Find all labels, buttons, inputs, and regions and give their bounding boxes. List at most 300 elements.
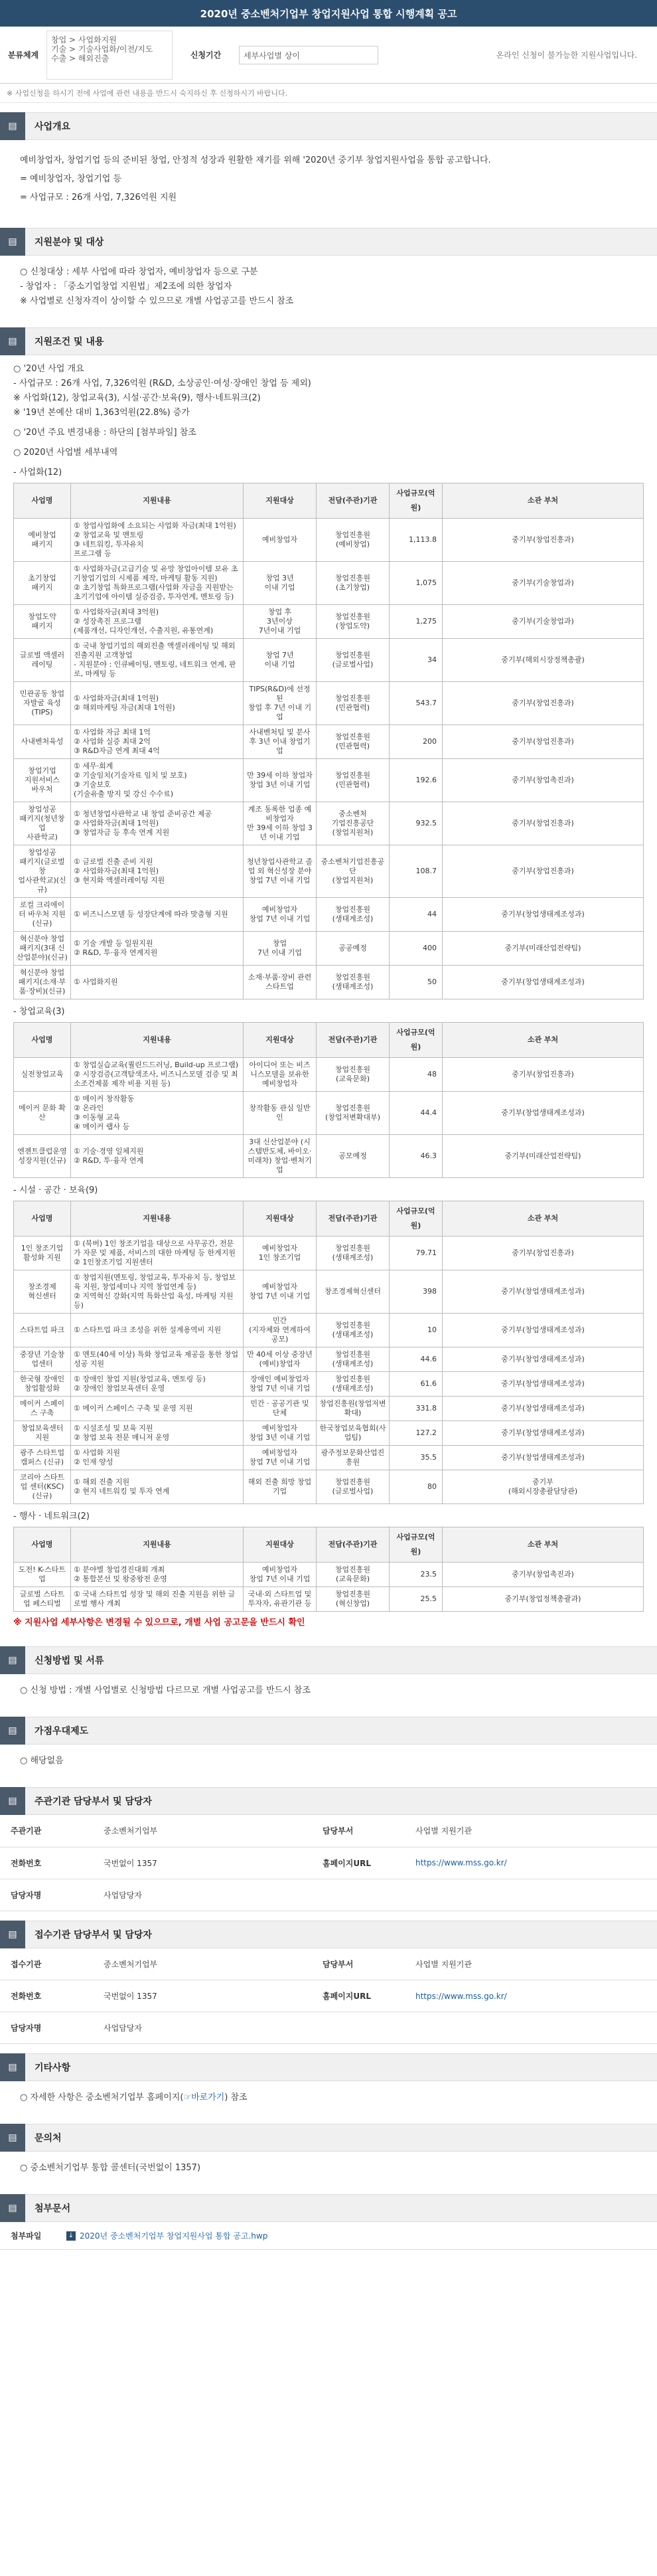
- table-cell: ① 창업사업화에 소요되는 사업화 자금(최대 1억원) ② 창업교육 및 멘토링 ③ 네트워킹, 투자유치 프로그램 등: [71, 519, 244, 562]
- homepage-link[interactable]: https://www.mss.go.kr/: [415, 1858, 507, 1867]
- table-cell: 23.5: [390, 1563, 443, 1587]
- table-cell: 사내벤처팀 및 분사 후 3년 이내 창업기업: [244, 725, 317, 759]
- table-cell: 메이커 문화 확산: [14, 1092, 71, 1135]
- text-line: ○ 중소벤처기업부 통합 콜센터(국번없이 1357): [20, 2163, 201, 2173]
- table-cell: ① 비즈니스모델 등 성장단계에 따라 맞춤형 지원: [71, 898, 244, 932]
- homepage-link[interactable]: https://www.mss.go.kr/: [415, 1991, 507, 2001]
- text-line: ○ '20년 주요 변경내용 : 하단의 [첨부파일] 참조: [13, 428, 196, 438]
- table-cell: 창업진흥원 (교육문화): [317, 1563, 390, 1587]
- table-cell: 1,275: [390, 605, 443, 639]
- table-cell: 창업진흥원 (생태계조성): [317, 898, 390, 932]
- document-icon: ▤: [0, 2053, 25, 2081]
- table-commercialization: [13, 483, 644, 999]
- section-attach: [0, 2194, 657, 2250]
- table-header: 사업규모(억원): [390, 483, 443, 519]
- table-cell: 한국창업보육협회(사업팀): [317, 1421, 390, 1446]
- table-cell: 아이디어 또는 비즈니스모델을 보유한 예비창업자: [244, 1058, 317, 1092]
- section-title: 신청방법 및 서류: [35, 1656, 104, 1666]
- table-cell: 80: [390, 1470, 443, 1504]
- document-icon: ▤: [0, 112, 25, 140]
- table-cell: 중기부(미래산업전략팀): [443, 932, 644, 966]
- table-cell: 창업진흥원 (혁신창업): [317, 1587, 390, 1612]
- table-row: [14, 1058, 644, 1092]
- table-cell: ① 시설조성 및 보육 지원 ② 창업 보육 전문 매니저 운영: [71, 1421, 244, 1446]
- table-header: 지원내용: [71, 1201, 244, 1237]
- table-cell: ① 국내 창업기업의 해외진출 액셀러레이팅 및 해외진출지원 고객창업 - 지원분야 : 인큐베이팅, 멘토링, 네트워크 연계, 판로, 마케팅 등: [71, 639, 244, 682]
- table-cell: 932.5: [390, 802, 443, 845]
- table-cell: 한국형 장애인창업활성화: [14, 1372, 71, 1397]
- table-cell: 사내벤처육성: [14, 725, 71, 759]
- table-header: 사업규모(억원): [390, 1201, 443, 1237]
- table-cell: 46.3: [390, 1135, 443, 1178]
- section-host: [0, 1787, 657, 1911]
- table-cell: ① 분야별 창업경진대회 개최 ② 통합본선 및 왕중왕전 운영: [71, 1563, 244, 1587]
- section-overview: [0, 112, 657, 218]
- table-cell: 예비창업자 1인 창조기업: [244, 1237, 317, 1270]
- table-cell: 543.7: [390, 682, 443, 725]
- table-cell: 중기부(창업진흥과): [443, 682, 644, 725]
- table-cell: 혁신분야 창업 패키지(3대 신산업분야)(신규): [14, 932, 71, 966]
- table-cell: 중장년 기술창업센터: [14, 1347, 71, 1372]
- table-row: [14, 1470, 644, 1504]
- table-cell: 중기부(창업정책총괄과): [443, 1587, 644, 1612]
- text-line: ※ '19년 본예산 대비 1,363억원(22.8%) 증가: [13, 408, 190, 418]
- table-cell: ① 창업실습교육(퀄린드드러닝, Build-up 프로그램) ② 시장검증(고객탐색조사, 비즈니스모델 검증 및 최소조건제품 제작 비용 지원 등): [71, 1058, 244, 1092]
- table-header: 소관 부처: [443, 483, 644, 519]
- table-cell: 창업진흥원 (창업도약): [317, 605, 390, 639]
- table-cell: 예비창업자 창업 7년 이내 기업: [244, 898, 317, 932]
- table-header: 사업규모(억원): [390, 1023, 443, 1058]
- table-cell: 창업 후 3년이상 7년이내 기업: [244, 605, 317, 639]
- text-line: ○ 2020년 사업별 세부내역: [13, 448, 118, 458]
- table-cell: 창업 7년 이내 기업: [244, 639, 317, 682]
- text-line: ○ 신청 방법 : 개별 사업별로 신청방법 다르므로 개별 사업공고를 반드시 참조: [20, 1685, 311, 1695]
- table-header: 지원대상: [244, 1023, 317, 1058]
- table-row: [14, 1314, 644, 1347]
- section-support: [0, 327, 657, 1637]
- table-cell: 창업진흥원 (교육문화): [317, 1058, 390, 1092]
- info-key: 홈페이지URL: [312, 1847, 405, 1879]
- table-cell: 200: [390, 725, 443, 759]
- table-cell: 창업진흥원 (생태계조성): [317, 1347, 390, 1372]
- text-line: ○ '20년 사업 개요: [13, 364, 84, 374]
- table-cell: 글로벌 스타트업 페스티벌: [14, 1587, 71, 1612]
- table-cell: 중기부(창업진흥과): [443, 1058, 644, 1092]
- text-line: ) 참조: [224, 2093, 248, 2103]
- warning-text: ※ 지원사업 세부사항은 변경될 수 있으므로, 개별 사업 공고문을 반드시 확인: [13, 1618, 305, 1628]
- table-row: [14, 682, 644, 725]
- table-row: [14, 1397, 644, 1421]
- table-cell: TIPS(R&D)에 선정된 창업 후 7년 이내 기업: [244, 682, 317, 725]
- table-cell: 1,113.8: [390, 519, 443, 562]
- table-row: [14, 845, 644, 898]
- section-reception: [0, 1921, 657, 2045]
- table-row: [14, 1092, 644, 1135]
- attachment-label: 첨부파일: [11, 2231, 42, 2241]
- table-cell: 44.6: [390, 1347, 443, 1372]
- period-label: 신청기간: [190, 50, 222, 60]
- table-cell: 창업기업 지원서비스 바우처: [14, 759, 71, 802]
- table-row: [14, 759, 644, 802]
- info-value: 국번없이 1357: [93, 1980, 312, 2012]
- table-cell: ① 장애인 창업 지원(창업교육, 멘토링 등) ② 장애인 창업보육센터 운영: [71, 1372, 244, 1397]
- text-line: ○ 신청대상 : 세부 사업에 따라 창업자, 예비창업자 등으로 구분: [20, 267, 258, 277]
- table-cell: 중기부(창업생태계조성과): [443, 1314, 644, 1347]
- table-cell: ① 사업화자금(최대 1억원) ② 해외마케팅 자금(최대 1억원): [71, 682, 244, 725]
- table-header: 사업명: [14, 1201, 71, 1237]
- table-cell: 창업진흥원 (예비창업): [317, 519, 390, 562]
- shortcut-link[interactable]: ☞바로가기: [183, 2093, 225, 2103]
- info-value: 중소벤처기업부: [93, 1948, 312, 1980]
- section-title: 가점우대제도: [35, 1726, 89, 1737]
- table-facility: [13, 1201, 644, 1504]
- section-title: 지원조건 및 내용: [35, 337, 104, 347]
- text-line: - 창업자 : 「중소기업창업 지원법」제2조에 의한 창업자: [20, 282, 232, 292]
- info-key: 주관기관: [0, 1815, 93, 1847]
- table-cell: 중기부(미래산업전략팀): [443, 1135, 644, 1178]
- text-line: 예비창업자, 창업기업 등의 준비된 창업, 안정적 성장과 원활한 재기를 위해 '2020년 중기부 창업지원사업을 통합 공고합니다.: [20, 155, 491, 165]
- table-cell: 예비창업자 창업 7년 이내 기업: [244, 1446, 317, 1470]
- table-cell: ① 메이커 창작활동 ② 온라인 ③ 이동형 교육 ④ 메이커 랩사 등: [71, 1092, 244, 1135]
- info-value: 국번없이 1357: [93, 1847, 312, 1879]
- table-event: [13, 1527, 644, 1612]
- table-cell: 계조 동록한 업종 예비창업자 만 39세 이하 창업 3년 이내 기업: [244, 802, 317, 845]
- table-cell: 창업진흥원 (글로벌사업): [317, 1470, 390, 1504]
- table-cell: ① 사업화 자금 최대 1억 ② 사업화 실증 최대 2억 ③ R&D자금 연계 최대 4억: [71, 725, 244, 759]
- section-title: 주관기관 담당부서 및 담당자: [35, 1796, 152, 1807]
- table-cell: 민간 · 공공기관 및 단체: [244, 1397, 317, 1421]
- table-row: [14, 519, 644, 562]
- table-cell: 중기부(창업생태계조성과): [443, 1270, 644, 1314]
- text-line: = 사업규모 : 26개 사업, 7,326억원 지원: [20, 193, 177, 203]
- table-cell: 초기창업 패키지: [14, 562, 71, 605]
- attachment-file-link[interactable]: 2020년 중소벤처기업부 창업지원사업 통합 공고.hwp: [80, 2231, 268, 2241]
- table-cell: 소재·부품·장비 관련 스타트업: [244, 966, 317, 999]
- table-header: 전담(주관)기관: [317, 1023, 390, 1058]
- table-cell: 중기부(창업생태계조성과): [443, 1372, 644, 1397]
- table-cell: 국내·외 스타트업 및 투자자, 유관기관 등: [244, 1587, 317, 1612]
- table-cell: 중기부(창업진흥과): [443, 725, 644, 759]
- table-row: [14, 802, 644, 845]
- table-cell: ① 국내 스타트업 성장 및 해외 진출 지원을 위한 글로벌 행사 개최: [71, 1587, 244, 1612]
- document-icon: ▤: [0, 2194, 25, 2222]
- info-key: 접수기관: [0, 1948, 93, 1980]
- table-cell: ① 창업지원(멘토링, 창업교육, 투자유치 등, 창업보육 지원, 창업세미나 지역 창업연계 등) ② 지역혁신 강화(지역 특화산업 육성, 마케팅 지원 등): [71, 1270, 244, 1314]
- info-key: 담당자명: [0, 1879, 93, 1911]
- text-line: ○ 해당없음: [20, 1756, 64, 1766]
- table-header: 지원대상: [244, 1527, 317, 1563]
- table-cell: 중기부(기술창업과): [443, 562, 644, 605]
- group-title: - 시설 · 공간 · 보육(9): [13, 1185, 98, 1195]
- info-value: 중소벤처기업부: [93, 1815, 312, 1847]
- table-cell: 코리아 스타트업 센터(KSC)(신규): [14, 1470, 71, 1504]
- table-cell: 중기부(창업진흥과): [443, 1237, 644, 1270]
- table-cell: 창작활동 관심 일반인: [244, 1092, 317, 1135]
- table-cell: 실전창업교육: [14, 1058, 71, 1092]
- table-cell: 44.4: [390, 1092, 443, 1135]
- table-row: [14, 1587, 644, 1612]
- table-cell: 메이커 스페이스 구축: [14, 1397, 71, 1421]
- table-header: 사업명: [14, 1527, 71, 1563]
- table-row: [14, 1372, 644, 1397]
- group-title: - 행사 · 네트워크(2): [13, 1511, 90, 1521]
- table-cell: 혁신분야 창업 패키지(소재·부품·장비)(신규): [14, 966, 71, 999]
- table-cell: 창업진흥원 (생태계조성): [317, 1237, 390, 1270]
- table-cell: 중기부(해외시장정책총괄): [443, 639, 644, 682]
- table-cell: 48: [390, 1058, 443, 1092]
- table-row: [14, 562, 644, 605]
- reception-info-table: [0, 1948, 657, 2045]
- period-value: 세부사업별 상이: [239, 46, 378, 64]
- table-cell: 중기부(창업생태계조성과): [443, 1397, 644, 1421]
- table-cell: 10: [390, 1314, 443, 1347]
- section-title: 사업개요: [35, 122, 71, 132]
- section-title: 접수기관 담당부서 및 담당자: [35, 1929, 152, 1940]
- document-icon: ▤: [0, 1717, 25, 1745]
- table-header: 지원내용: [71, 1527, 244, 1563]
- table-cell: 창업보육센터 지원: [14, 1421, 71, 1446]
- group-title: - 창업교육(3): [13, 1007, 65, 1017]
- table-cell: ① 기술·경영 일체지원 ② R&D, 투·융자 연계: [71, 1135, 244, 1178]
- table-row: [14, 898, 644, 932]
- info-value: 사업담당자: [93, 2012, 657, 2044]
- table-cell: 만 40세 이상 중장년 (예비)창업자: [244, 1347, 317, 1372]
- section-title: 문의처: [35, 2133, 62, 2144]
- text-line: ※ 사업별로 신청자격이 상이할 수 있으므로 개별 사업공고를 반드시 참조: [20, 296, 294, 306]
- table-cell: 창업진흥원 (생태계조성): [317, 1314, 390, 1347]
- page-title: 2020년 중소벤처기업부 창업지원사업 통합 시행계획 공고: [0, 0, 657, 27]
- table-cell: ① 사업화 지원 ② 인재 양성: [71, 1446, 244, 1470]
- table-header: 전담(주관)기관: [317, 1527, 390, 1563]
- text-line: ○ 자세한 사항은 중소벤처기업부 홈페이지(: [20, 2093, 184, 2103]
- table-row: [14, 639, 644, 682]
- filter-hint: ※ 사업신청을 하시기 전에 사업에 관련 내용을 반드시 숙지하신 후 신청하시기 바랍니다.: [0, 84, 657, 103]
- table-cell: 중기부(창업촉진과): [443, 759, 644, 802]
- table-cell: 예비창업자: [244, 519, 317, 562]
- table-header: 사업명: [14, 483, 71, 519]
- table-row: [14, 932, 644, 966]
- table-cell: 34: [390, 639, 443, 682]
- document-icon: ▤: [0, 228, 25, 256]
- table-header: 전담(주관)기관: [317, 1201, 390, 1237]
- table-cell: 광주 스타트업 캠퍼스 (신규): [14, 1446, 71, 1470]
- document-icon: ▤: [0, 1921, 25, 1948]
- info-key: 전화번호: [0, 1847, 93, 1879]
- info-key: 담당부서: [312, 1815, 405, 1847]
- table-cell: 해외 진출 희망 창업기업: [244, 1470, 317, 1504]
- category-item: 수출 > 해외진출: [51, 53, 110, 63]
- table-cell: 창조경제 혁신센터: [14, 1270, 71, 1314]
- text-line: ※ 사업화(12), 창업교육(3), 시설·공간·보육(9), 행사·네트워크(2): [13, 393, 261, 403]
- table-cell: 창업진흥원 (생태계조성): [317, 966, 390, 999]
- section-title: 지원분야 및 대상: [35, 237, 104, 248]
- table-cell: 창업진흥원(창업저변확대): [317, 1397, 390, 1421]
- table-row: [14, 725, 644, 759]
- table-row: [14, 966, 644, 999]
- table-header: 소관 부처: [443, 1023, 644, 1058]
- table-header: 지원내용: [71, 1023, 244, 1058]
- table-cell: 61.6: [390, 1372, 443, 1397]
- table-cell: 50: [390, 966, 443, 999]
- table-header: 지원대상: [244, 483, 317, 519]
- info-key: 전화번호: [0, 1980, 93, 2012]
- table-cell: 3대 신산업분야 (시스템반도체, 바이오·미래차) 창업·벤처기업: [244, 1135, 317, 1178]
- table-cell: 창업진흥원 (민관협력): [317, 682, 390, 725]
- table-cell: 예비창업자 창업 7년 이내 기업: [244, 1270, 317, 1314]
- table-cell: 중기부(창업생태계조성과): [443, 1421, 644, 1446]
- section-bonus: [0, 1717, 657, 1778]
- table-cell: ① 스타트업 파크 조성을 위한 설계용역비 지원: [71, 1314, 244, 1347]
- table-cell: 스타트업 파크: [14, 1314, 71, 1347]
- table-cell: 민간 (지자체와 연계하여 공모): [244, 1314, 317, 1347]
- info-value: 사업별 지원기관: [405, 1815, 657, 1847]
- table-header: 사업명: [14, 1023, 71, 1058]
- document-icon: ▤: [0, 1787, 25, 1815]
- section-apply: [0, 1646, 657, 1707]
- table-cell: 창업진흥원 (창업저변확대부): [317, 1092, 390, 1135]
- table-cell: ① (북버) 1인 창조기업을 대상으로 사무공간, 전문가 자문 및 제품, 서비스의 대한 마케팅 등 한계지원 ② 1인창조기업 지원센터: [71, 1237, 244, 1270]
- table-cell: ① 해외 진출 지원 ② 현지 네트워킹 및 투자 연계: [71, 1470, 244, 1504]
- table-row: [14, 1421, 644, 1446]
- filter-bar: [0, 27, 657, 84]
- table-cell: ① 멘토(40세 이상) 특화 창업교육 제공을 통한 창업성공 지원: [71, 1347, 244, 1372]
- table-cell: 엔젠트클럽운영 성장지원(신규): [14, 1135, 71, 1178]
- table-cell: 창업진흥원 (초기창업): [317, 562, 390, 605]
- info-value: 사업담당자: [93, 1879, 657, 1911]
- table-cell: 127.2: [390, 1421, 443, 1446]
- table-cell: ① 글로벌 진출 준비 지원 ② 사업화자금(최대 1억원) ③ 현지화 액셀러레이팅 지원: [71, 845, 244, 898]
- category-list[interactable]: [46, 31, 173, 80]
- table-cell: 중소벤처기업진흥공단 (창업지원처): [317, 845, 390, 898]
- table-cell: 예비창업 패키지: [14, 519, 71, 562]
- table-cell: 공모예정: [317, 1135, 390, 1178]
- table-cell: 79.71: [390, 1237, 443, 1270]
- download-icon[interactable]: ↓: [66, 2231, 76, 2241]
- table-cell: 예비창업자 창업 7년 이내 기업: [244, 1563, 317, 1587]
- info-value: 사업별 지원기관: [405, 1948, 657, 1980]
- table-cell: ① 사업화자금(최대 3억원) ② 성장촉진 프로그램 (제품개선, 디자인개선, 수출지원, 유통연계): [71, 605, 244, 639]
- table-row: [14, 1446, 644, 1470]
- text-line: = 예비창업자, 창업기업 등: [20, 174, 122, 184]
- table-education: [13, 1022, 644, 1178]
- table-header: 사업규모(억원): [390, 1527, 443, 1563]
- table-cell: 로컬 크리에이터 바우처 지원 (신규): [14, 898, 71, 932]
- section-title: 기타사항: [35, 2063, 71, 2073]
- table-cell: 44: [390, 898, 443, 932]
- table-cell: 1인 창조기업 활성화 지원: [14, 1237, 71, 1270]
- table-cell: 글로벌 액셀러 레이팅: [14, 639, 71, 682]
- info-key: 담당부서: [312, 1948, 405, 1980]
- table-cell: 창업성공 패키지(글로벌창 업사관학교)(신규): [14, 845, 71, 898]
- info-key: 담당자명: [0, 2012, 93, 2044]
- table-header: 전담(주관)기관: [317, 483, 390, 519]
- table-cell: 중기부(창업생태계조성과): [443, 1092, 644, 1135]
- attachment-row: [0, 2222, 657, 2250]
- table-cell: 창조경제혁신센터: [317, 1270, 390, 1314]
- info-key: 홈페이지URL: [312, 1980, 405, 2012]
- table-cell: 중기부 (해외시장총괄담당관): [443, 1470, 644, 1504]
- table-cell: ① 사업화지원: [71, 966, 244, 999]
- table-cell: 공공예정: [317, 932, 390, 966]
- table-cell: 중기부(창업촉진과): [443, 1563, 644, 1587]
- table-cell: 창업성공 패키지(청년창업 사관학교): [14, 802, 71, 845]
- table-cell: 창업진흥원 (생태계조성): [317, 1372, 390, 1397]
- table-cell: 중기부(기술창업과): [443, 605, 644, 639]
- table-row: [14, 605, 644, 639]
- table-header: 지원대상: [244, 1201, 317, 1237]
- table-cell: 청년창업사관학교 졸업 외 혁신성장 분야 창업 7년 이내 기업: [244, 845, 317, 898]
- table-cell: 중소벤처 기업진흥공단 (창업지원처): [317, 802, 390, 845]
- table-cell: 창업진흥원 (민관협력): [317, 725, 390, 759]
- table-cell: 중기부(창업생태계조성과): [443, 1446, 644, 1470]
- table-row: [14, 1347, 644, 1372]
- table-cell: 중기부(창업진흥과): [443, 519, 644, 562]
- table-cell: 108.7: [390, 845, 443, 898]
- table-cell: 25.5: [390, 1587, 443, 1612]
- section-contact: [0, 2124, 657, 2185]
- table-cell: 192.6: [390, 759, 443, 802]
- table-cell: ① 사업화자금(고급기술 및 유망 창업아이템 보유 초기창업기업의 시제품 제작, 마케팅 활동 지원) ② 초기창업 특화프로그램(사업화 자금을 지원받는 초기기업에 아이템 실증검증, 투자연계, 멘토링 등): [71, 562, 244, 605]
- section-etc: [0, 2053, 657, 2114]
- table-cell: 중기부(창업생태계조성과): [443, 966, 644, 999]
- table-row: [14, 1237, 644, 1270]
- category-item: 기술 > 기술사업화/이전/지도: [51, 44, 153, 54]
- table-row: [14, 1563, 644, 1587]
- table-cell: 창업 7년 이내 기업: [244, 932, 317, 966]
- online-note: 온라인 신청이 불가능한 지원사업입니다.: [496, 50, 637, 60]
- table-cell: ① 세무·회계 ② 기술임치(기술자료 임치 및 보호) ③ 기술보호 (기술유출 방지 및 강신 수수료): [71, 759, 244, 802]
- table-cell: 창업 3년 이내 기업: [244, 562, 317, 605]
- table-cell: 중기부(창업생태계조성과): [443, 1347, 644, 1372]
- table-row: [14, 1270, 644, 1314]
- table-cell: ① 청년창업사관학교 내 창업 준비공간 제공 ② 사업화자금(최대 1억원) ③ 창업자금 등 후속 연계 지원: [71, 802, 244, 845]
- document-icon: ▤: [0, 1646, 25, 1674]
- table-cell: 중기부(창업진흥과): [443, 802, 644, 845]
- filter-label: 분류체계: [7, 50, 39, 60]
- host-info-table: [0, 1815, 657, 1911]
- category-item: 창업 > 사업화지원: [51, 35, 117, 44]
- table-cell: 창업진흥원 (민관협력): [317, 759, 390, 802]
- table-header: 소관 부처: [443, 1201, 644, 1237]
- table-cell: 만 39세 이하 창업자 창업 3년 이내 기업: [244, 759, 317, 802]
- table-cell: 광주정보문화산업진흥원: [317, 1446, 390, 1470]
- table-cell: 중기부(창업생태계조성과): [443, 898, 644, 932]
- section-title: 첨부문서: [35, 2203, 71, 2214]
- table-cell: ① 메이커 스페이스 구축 및 운영 지원: [71, 1397, 244, 1421]
- document-icon: ▤: [0, 2124, 25, 2152]
- table-row: [14, 1135, 644, 1178]
- table-cell: 민관공동 창업 자발굴 육성 (TIPS): [14, 682, 71, 725]
- table-header: 소관 부처: [443, 1527, 644, 1563]
- table-cell: 도전! K-스타트업: [14, 1563, 71, 1587]
- table-cell: 35.5: [390, 1446, 443, 1470]
- table-cell: 1,075: [390, 562, 443, 605]
- table-cell: 예비창업자 창업 3년 이내 기업: [244, 1421, 317, 1446]
- table-cell: 창업도약 패키지: [14, 605, 71, 639]
- table-cell: 장애인 예비창업자 창업 7년 이내 기업: [244, 1372, 317, 1397]
- group-title: - 사업화(12): [13, 468, 62, 477]
- table-cell: 331.8: [390, 1397, 443, 1421]
- table-cell: 중기부(창업진흥과): [443, 845, 644, 898]
- table-cell: 398: [390, 1270, 443, 1314]
- table-cell: 창업진흥원 (글로벌사업): [317, 639, 390, 682]
- text-line: - 사업규모 : 26개 사업, 7,326억원 (R&D, 소상공인·여성·장애인 창업 등 제외): [13, 379, 311, 388]
- table-header: 지원내용: [71, 483, 244, 519]
- table-cell: 400: [390, 932, 443, 966]
- section-target: [0, 228, 657, 318]
- table-cell: ① 기술 개발 등 일원지원 ② R&D, 투·융자 연계지원: [71, 932, 244, 966]
- document-icon: ▤: [0, 327, 25, 355]
